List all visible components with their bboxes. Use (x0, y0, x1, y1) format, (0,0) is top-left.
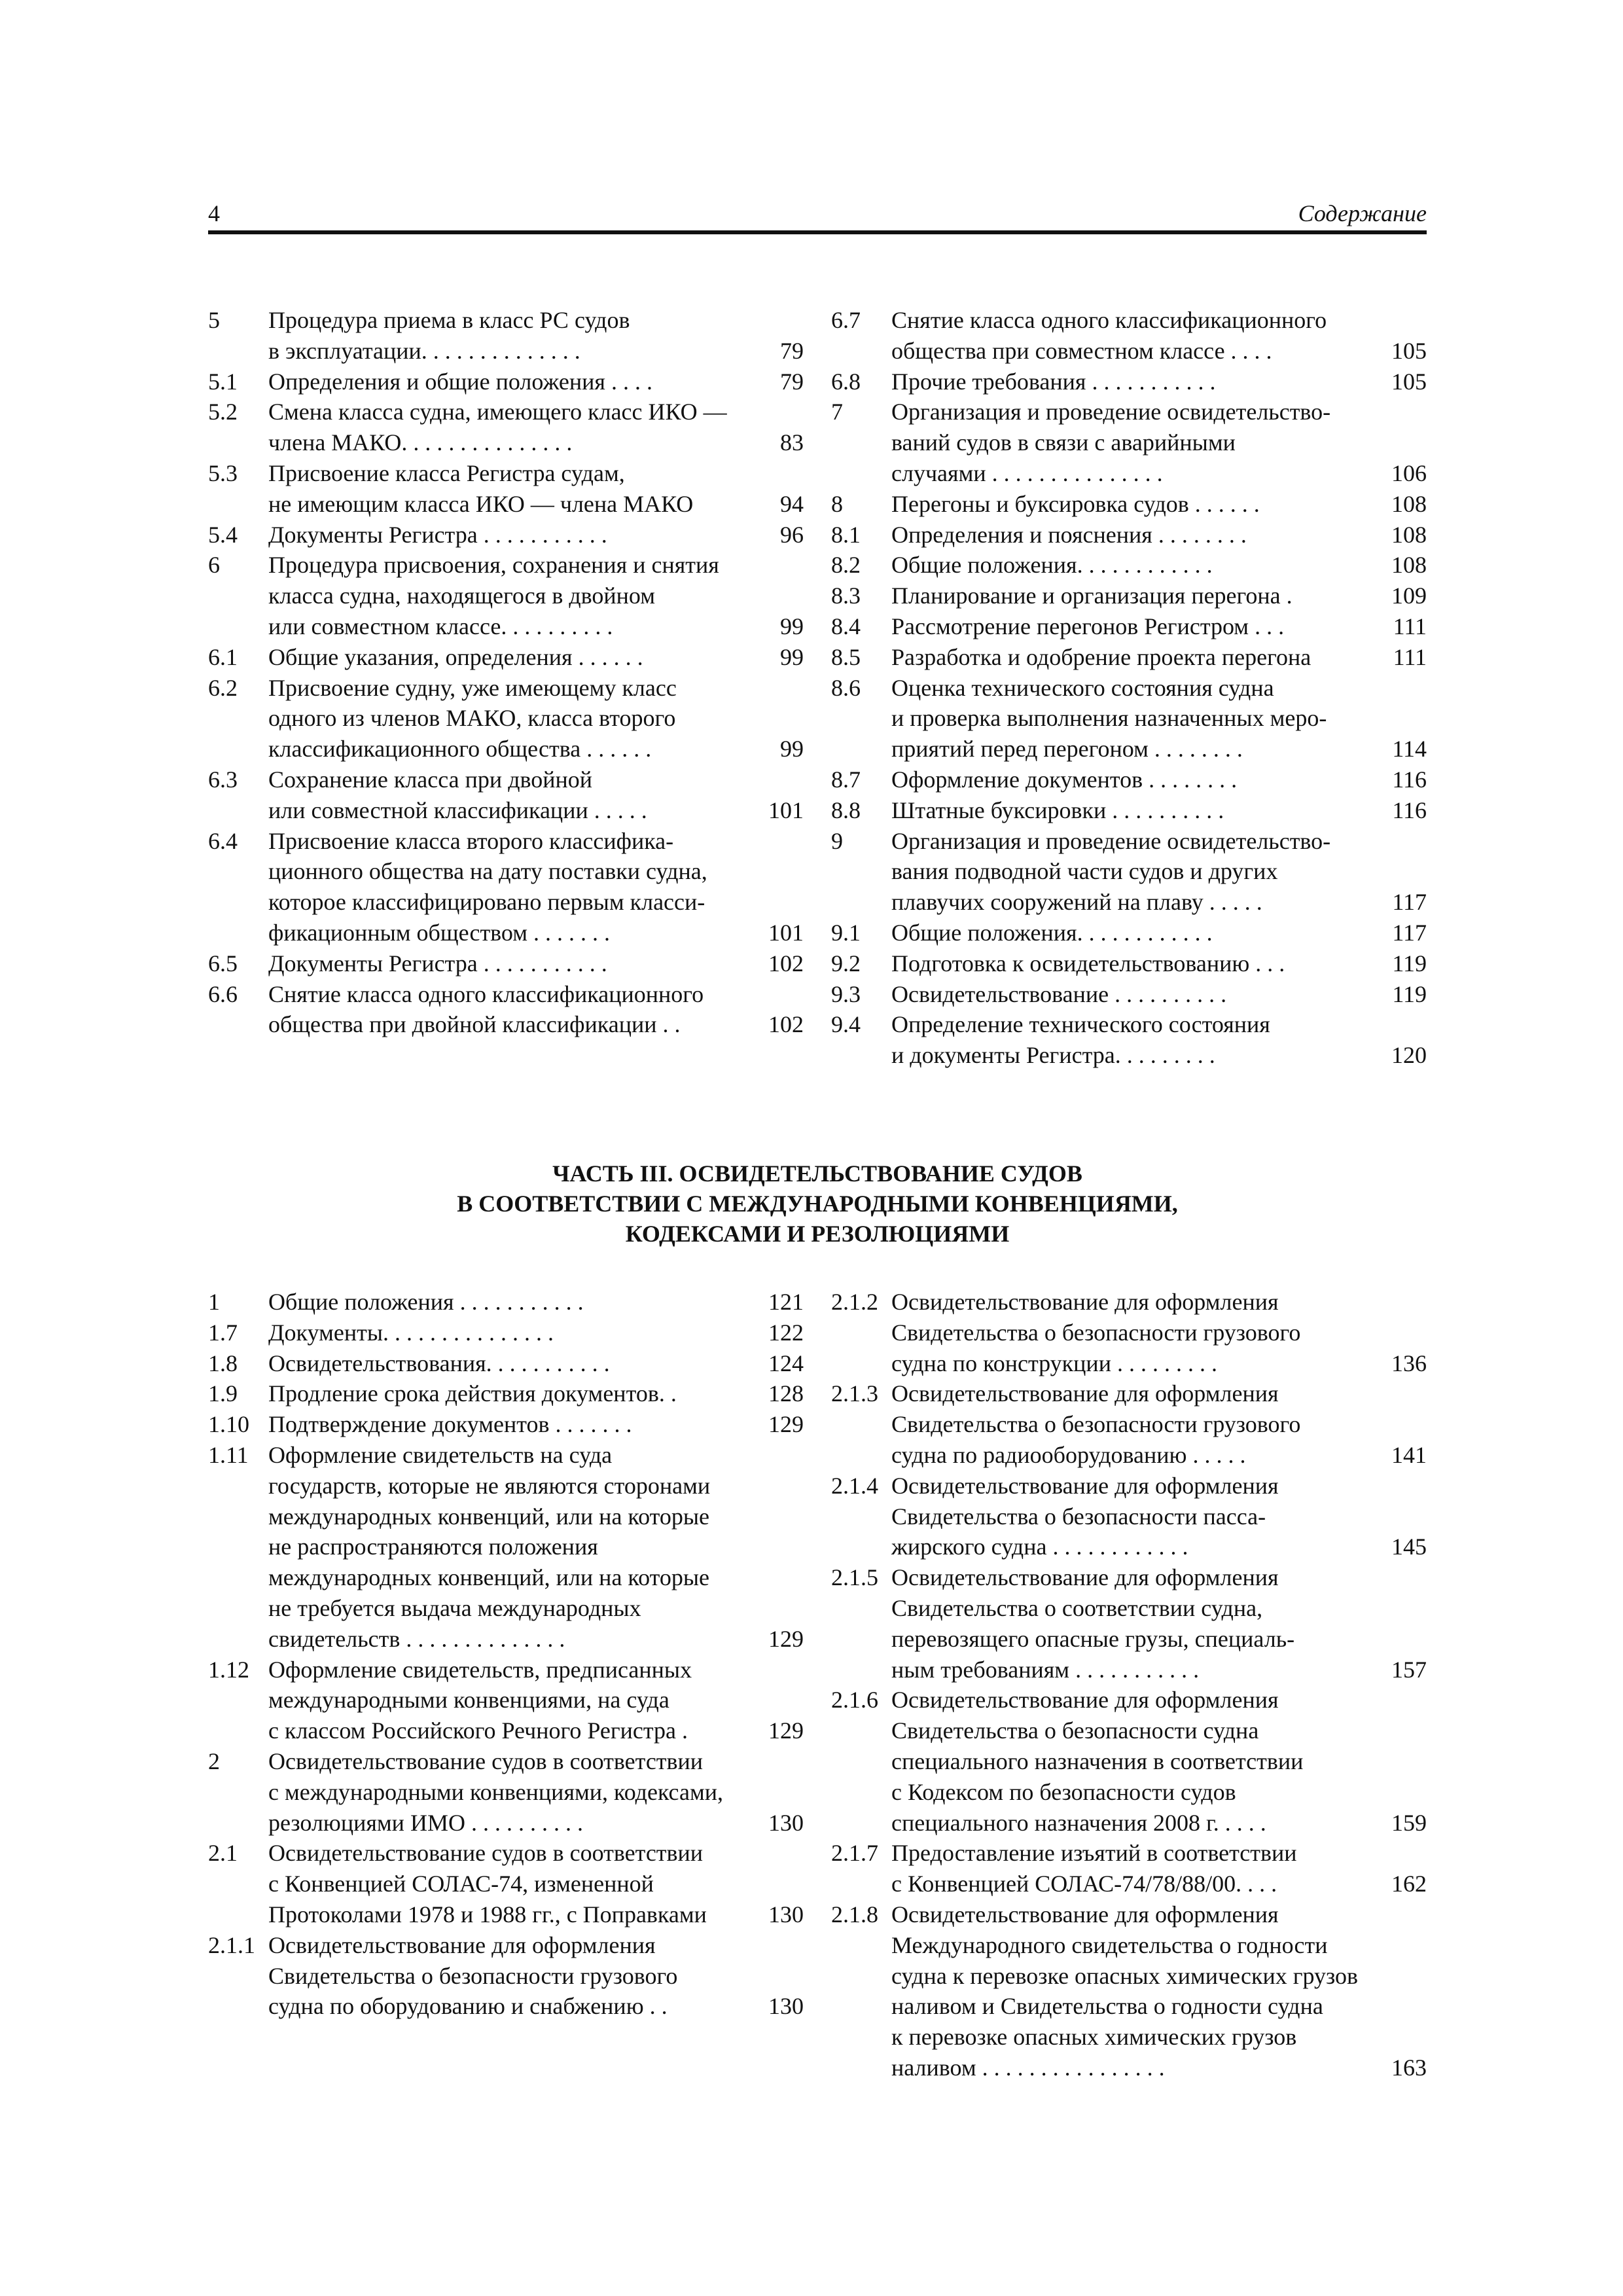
toc-entry-page: 116 (1392, 766, 1427, 793)
toc-entry (208, 642, 804, 673)
toc-entry-title: Определения и общие положения . . . . (268, 368, 652, 395)
toc-entry-title: Разработка и одобрение проекта перегона (891, 643, 1311, 670)
toc-entry-title: Планирование и организация перегона . (891, 583, 1293, 609)
toc-entry-title: Прочие требования . . . . . . . . . . . (891, 368, 1216, 395)
toc-entry (208, 764, 804, 826)
toc-entry (831, 918, 1427, 948)
toc-entry-title: Освидетельствование для оформления Свидетельства о безопасности пасса- жирского судна . . . . . . . . . . . . (891, 1472, 1279, 1560)
toc-entry-title: Подтверждение документов . . . . . . . (268, 1411, 632, 1438)
toc-entry-number: 2.1.4 (831, 1472, 878, 1499)
toc-entry-page: 109 (1391, 583, 1427, 609)
toc-entry-number: 8 (831, 490, 843, 517)
toc-entry (208, 1655, 804, 1746)
toc-entry (831, 673, 1427, 764)
toc-entry-title: Оценка технического состояния судна и проверка выполнения назначенных меро- приятий перед перегоном . . . . . . . . (891, 674, 1327, 762)
toc-entry-title: Присвоение судну, уже имеющему класс одного из членов МАКО, класса второго классификационного общества . . . . . . (268, 674, 677, 762)
toc-entry-title: Освидетельствование для оформления Свидетельства о безопасности грузового судна по конструкции . . . . . . . . . (891, 1289, 1301, 1376)
toc-entry-page: 105 (1391, 337, 1427, 364)
toc-entry (831, 1899, 1427, 2083)
toc-entry-number: 6.2 (208, 674, 238, 701)
toc-entry-number: 7 (831, 399, 843, 425)
page-number: 4 (208, 200, 220, 226)
toc-entry-number: 1.11 (208, 1441, 249, 1468)
toc-entry (208, 826, 804, 948)
toc-entry-page: 99 (780, 736, 804, 762)
toc-entry-number: 2.1.1 (208, 1931, 255, 1958)
toc-entry-number: 5 (208, 307, 220, 333)
toc-entry-number: 9.2 (831, 950, 861, 977)
toc-entry (831, 795, 1427, 826)
toc-entry-title: Процедура присвоения, сохранения и снятия класса судна, находящегося в двойном или совместном классе. . . . . . . . . . (268, 552, 719, 639)
toc-entry (831, 826, 1427, 918)
toc-entry (208, 397, 804, 458)
toc-entry (831, 581, 1427, 611)
toc-entry-number: 6.5 (208, 950, 238, 977)
toc-entry-page: 122 (768, 1319, 804, 1346)
toc-entry (831, 397, 1427, 488)
toc-entry-number: 5.1 (208, 368, 238, 395)
toc-entry (831, 1378, 1427, 1470)
toc-entry-page: 83 (780, 429, 804, 456)
toc-entry-title: Освидетельствование для оформления Свидетельства о соответствии судна, перевозящего опасные грузы, специаль- ным требованиям . . . . . . . . . . . (891, 1564, 1295, 1683)
toc-entry (831, 520, 1427, 550)
toc-entry-title: Предоставление изъятий в соответствии с Конвенцией СОЛАС-74/78/88/00. . . . (891, 1840, 1297, 1897)
toc-entry (831, 1471, 1427, 1562)
toc-entry-page: 120 (1391, 1042, 1427, 1069)
toc-entry (208, 458, 804, 520)
toc-entry-number: 2.1.2 (831, 1289, 878, 1315)
toc-entry-number: 8.7 (831, 766, 861, 793)
toc-entry-title: Освидетельствование для оформления Международного свидетельства о годности судна к перевозке опасных химических грузов наливом и Свидетельства о годности судна к перевозке опасных химических грузов наливом . . . . . . . . . . . . . . . . (891, 1901, 1359, 2081)
toc-entry-title: Подготовка к освидетельствованию . . . (891, 950, 1285, 977)
toc-entry-title: Освидетельствования. . . . . . . . . . . (268, 1350, 610, 1376)
toc-entry-title: Документы Регистра . . . . . . . . . . . (268, 521, 607, 548)
toc-entry-title: Документы Регистра . . . . . . . . . . . (268, 950, 607, 977)
toc-entry-number: 8.2 (831, 552, 861, 579)
toc-entry (208, 1440, 804, 1655)
toc-entry (831, 948, 1427, 979)
toc-entry-title: Освидетельствование для оформления Свидетельства о безопасности грузового судна по радиооборудованию . . . . . (891, 1380, 1301, 1468)
toc-entry (831, 305, 1427, 367)
toc-entry-page: 128 (768, 1380, 804, 1407)
toc-entry-page: 108 (1391, 521, 1427, 548)
toc-entry-number: 6.7 (831, 307, 861, 333)
toc-entry-page: 79 (780, 368, 804, 395)
toc-entry-number: 2.1 (208, 1840, 238, 1867)
toc-entry-number: 6.1 (208, 643, 238, 670)
toc-entry-page: 96 (780, 521, 804, 548)
toc-entry-title: Снятие класса одного классификационного общества при двойной классификации . . (268, 980, 704, 1038)
toc-entry-page: 102 (768, 1011, 804, 1038)
toc-entry-title: Освидетельствование для оформления Свидетельства о безопасности грузового судна по оборудованию и снабжению . . (268, 1931, 678, 2020)
toc-entry-number: 9.1 (831, 919, 861, 946)
toc-entry-number: 2.1.3 (831, 1380, 878, 1407)
toc-entry (208, 1746, 804, 1838)
toc-entry (831, 489, 1427, 520)
toc-entry-number: 6.4 (208, 827, 238, 854)
toc-entry-page: 124 (768, 1350, 804, 1376)
toc-entry-page: 94 (780, 490, 804, 517)
toc-entry (208, 1318, 804, 1348)
toc-entry-page: 102 (768, 950, 804, 977)
toc-entry-number: 2.1.7 (831, 1840, 878, 1867)
toc-entry-number: 2.1.6 (831, 1687, 878, 1713)
toc-entry (831, 1685, 1427, 1838)
toc-entry-page: 157 (1391, 1656, 1427, 1683)
part-three-heading: ЧАСТЬ III. ОСВИДЕТЕЛЬСТВОВАНИЕ СУДОВ В СООТВЕТСТВИИ С МЕЖДУНАРОДНЫМИ КОНВЕНЦИЯМИ, КОДЕКСАМИ И РЕЗОЛЮЦИЯМИ (457, 1160, 1178, 1247)
running-title: Содержание (1298, 200, 1427, 226)
toc-entry-title: Сохранение класса при двойной или совместной классификации . . . . . (268, 766, 647, 823)
toc-entry (831, 550, 1427, 581)
toc-entry (208, 1348, 804, 1379)
toc-entry-page: 130 (768, 1901, 804, 1928)
toc-entry (831, 1838, 1427, 1899)
toc-entry-title: Освидетельствование для оформления Свидетельства о безопасности судна специального назначения в соответствии с Кодексом по безопасности судов специального назначения 2008 г. . . . . (891, 1687, 1304, 1836)
toc-entry-title: Оформление свидетельств, предписанных международными конвенциями, на суда с классом Российского Речного Регистра . (268, 1656, 692, 1744)
toc-entry-page: 129 (768, 1411, 804, 1438)
toc-entry-title: Перегоны и буксировка судов . . . . . . (891, 490, 1260, 517)
toc-entry-number: 6.3 (208, 766, 238, 793)
toc-entry-number: 9 (831, 827, 843, 854)
toc-entry-page: 101 (768, 919, 804, 946)
toc-entry-page: 111 (1393, 613, 1427, 639)
toc-entry-title: Оформление свидетельств на суда государств, которые не являются сторонами международных конвенций, или на которые не распространяются положения международных конвенций, или на которые не требуется выдача международных свидетельств . . . . . . . . . . . . . . (268, 1441, 711, 1652)
toc-entry-page: 119 (1392, 950, 1427, 977)
toc-entry-page: 163 (1391, 2054, 1427, 2081)
toc-entry-page: 136 (1391, 1350, 1427, 1376)
toc-entry-title: Присвоение класса второго классифика- ционного общества на дату поставки судна, которое классифицировано первым класси- фикационным обществом . . . . . . . (268, 827, 707, 946)
toc-entry (208, 520, 804, 550)
toc-entry-page: 105 (1391, 368, 1427, 395)
toc-entry (208, 1838, 804, 1929)
page-header (208, 199, 1427, 233)
toc-entry-number: 5.4 (208, 521, 238, 548)
toc-entry-number: 1.9 (208, 1380, 238, 1407)
toc-entry (208, 1287, 804, 1318)
toc-entry-title: Определение технического состояния и документы Регистра. . . . . . . . . (891, 1011, 1270, 1069)
toc-entry-number: 6.8 (831, 368, 861, 395)
toc-entry-number: 8.6 (831, 674, 861, 701)
toc-entry-page: 116 (1392, 797, 1427, 823)
toc-entry-page: 99 (780, 613, 804, 639)
toc-entry (208, 550, 804, 641)
toc-entry (831, 1562, 1427, 1685)
toc-entry (831, 979, 1427, 1010)
toc-entry-page: 99 (780, 643, 804, 670)
toc-entry (831, 1009, 1427, 1071)
toc-entry-page: 79 (780, 337, 804, 364)
toc-entry-page: 119 (1392, 980, 1427, 1007)
toc-entry-number: 6 (208, 552, 220, 579)
toc-entry-number: 8.5 (831, 643, 861, 670)
toc-entry-page: 114 (1392, 736, 1427, 762)
toc-entry-number: 2.1.5 (831, 1564, 878, 1591)
toc-entry-number: 8.3 (831, 583, 861, 609)
toc-column-part2-left (208, 305, 804, 1040)
toc-entry-title: Снятие класса одного классификационного общества при совместном классе . . . . (891, 307, 1327, 364)
toc-column-part2-right (831, 305, 1427, 1071)
toc-entry-page: 159 (1391, 1809, 1427, 1836)
toc-entry (208, 1378, 804, 1409)
toc-entry (208, 305, 804, 367)
toc-entry (831, 367, 1427, 397)
toc-entry-number: 8.4 (831, 613, 861, 639)
toc-entry-number: 2.1.8 (831, 1901, 878, 1928)
toc-entry-page: 162 (1391, 1871, 1427, 1897)
toc-entry-title: Общие положения . . . . . . . . . . . (268, 1289, 584, 1315)
toc-entry-page: 108 (1391, 552, 1427, 579)
toc-entry-page: 111 (1393, 643, 1427, 670)
toc-entry-title: Смена класса судна, имеющего класс ИКО — члена МАКО. . . . . . . . . . . . . . . (268, 399, 727, 456)
toc-entry-page: 121 (768, 1289, 804, 1315)
toc-entry-number: 8.1 (831, 521, 861, 548)
toc-entry-number: 1.10 (208, 1411, 249, 1438)
toc-entry-number: 1.7 (208, 1319, 238, 1346)
toc-entry-number: 1.8 (208, 1350, 238, 1376)
toc-entry-title: Организация и проведение освидетельство- вания подводной части судов и других плавучих сооружений на плаву . . . . . (891, 827, 1331, 916)
toc-entry-number: 6.6 (208, 980, 238, 1007)
toc-entry-number: 1 (208, 1289, 220, 1315)
toc-entry-page: 130 (768, 1809, 804, 1836)
toc-entry-title: Процедура приема в класс РС судов в эксплуатации. . . . . . . . . . . . . . (268, 307, 630, 364)
toc-entry-page: 117 (1392, 919, 1427, 946)
header-rule (208, 230, 1427, 234)
toc-entry-number: 5.2 (208, 399, 238, 425)
toc-entry (208, 673, 804, 764)
toc-entry-title: Общие указания, определения . . . . . . (268, 643, 643, 670)
toc-entry-title: Организация и проведение освидетельство- ваний судов в связи с аварийными случаями . . . . . . . . . . . . . . . (891, 399, 1331, 486)
toc-entry (208, 979, 804, 1041)
toc-entry-title: Освидетельствование судов в соответствии с международными конвенциями, кодексами, резолюциями ИМО . . . . . . . . . . (268, 1748, 724, 1836)
toc-entry-title: Штатные буксировки . . . . . . . . . . (891, 797, 1224, 823)
toc-entry-number: 8.8 (831, 797, 861, 823)
toc-entry-page: 106 (1391, 459, 1427, 486)
toc-entry-number: 1.12 (208, 1656, 249, 1683)
toc-entry-number: 9.4 (831, 1011, 861, 1038)
toc-entry-page: 145 (1391, 1534, 1427, 1560)
toc-entry-page: 108 (1391, 490, 1427, 517)
toc-entry-title: Общие положения. . . . . . . . . . . . (891, 919, 1213, 946)
toc-entry-title: Освидетельствование судов в соответствии с Конвенцией СОЛАС-74, измененной Протоколами 1978 и 1988 гг., с Поправками (268, 1840, 707, 1928)
toc-entry-number: 9.3 (831, 980, 861, 1007)
toc-entry-page: 130 (768, 1993, 804, 2020)
toc-entry-page: 129 (768, 1717, 804, 1744)
toc-column-part3-left (208, 1287, 804, 2022)
toc-entry-number: 5.3 (208, 459, 238, 486)
toc-entry-title: Документы. . . . . . . . . . . . . . . (268, 1319, 554, 1346)
toc-entry-title: Общие положения. . . . . . . . . . . . (891, 552, 1213, 579)
toc-entry-title: Продление срока действия документов. . (268, 1380, 677, 1407)
toc-entry-title: Освидетельствование . . . . . . . . . . (891, 980, 1227, 1007)
toc-entry (208, 948, 804, 979)
toc-entry-title: Оформление документов . . . . . . . . (891, 766, 1238, 793)
toc-entry (208, 367, 804, 397)
toc-entry-page: 129 (768, 1625, 804, 1652)
toc-entry (831, 642, 1427, 673)
toc-entry (831, 1287, 1427, 1378)
toc-entry (831, 611, 1427, 642)
toc-column-part3-right (831, 1287, 1427, 2083)
toc-entry-title: Присвоение класса Регистра судам, не имеющим класса ИКО — члена МАКО (268, 459, 694, 517)
toc-entry-page: 117 (1392, 889, 1427, 916)
toc-entry (208, 1409, 804, 1440)
toc-entry-page: 141 (1391, 1441, 1427, 1468)
toc-entry-number: 2 (208, 1748, 220, 1774)
toc-entry-page: 101 (768, 797, 804, 823)
toc-entry (208, 1930, 804, 2022)
toc-entry (831, 764, 1427, 795)
toc-entry-title: Рассмотрение перегонов Регистром . . . (891, 613, 1285, 639)
toc-entry-title: Определения и пояснения . . . . . . . . (891, 521, 1247, 548)
